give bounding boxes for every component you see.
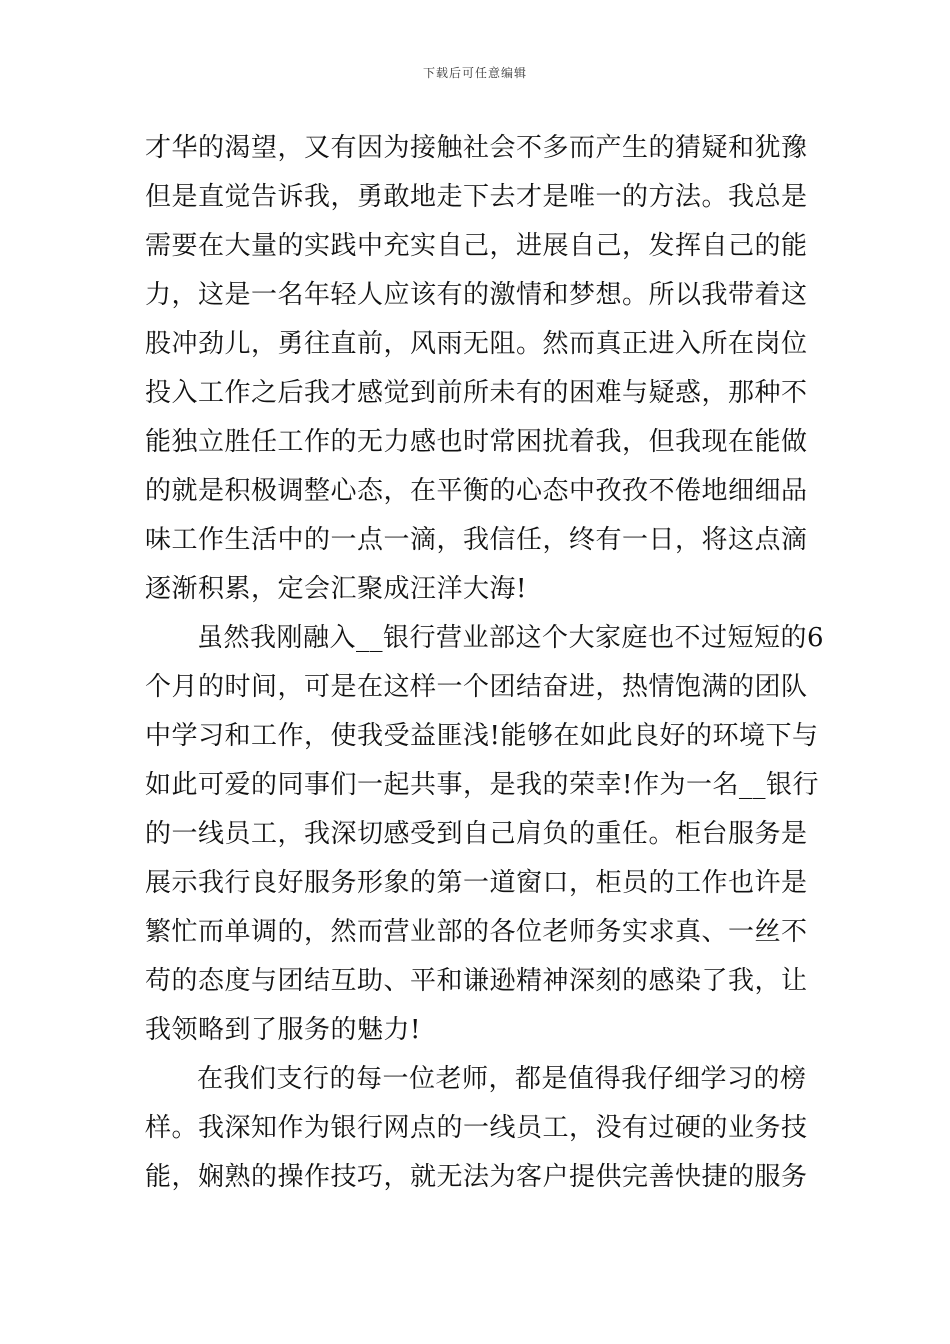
text-line: 苟的态度与团结互助、平和谦逊精神深刻的感染了我，让 <box>145 966 808 996</box>
text-line: 逐渐积累，定会汇聚成汪洋大海! <box>145 574 527 604</box>
text-line: 如此可爱的同事们一起共事，是我的荣幸!作为一名__银行 <box>145 770 819 800</box>
text-line: 味工作生活中的一点一滴，我信任，终有一日，将这点滴 <box>145 525 808 555</box>
text-line: 需要在大量的实践中充实自己，进展自己，发挥自己的能 <box>145 231 808 261</box>
text-line: 股冲劲儿，勇往直前，风雨无阻。然而真正进入所在岗位 <box>145 329 808 359</box>
text-line: 能独立胜任工作的无力感也时常困扰着我，但我现在能做 <box>145 427 808 457</box>
text-line: 在我们支行的每一位老师，都是值得我仔细学习的榜 <box>197 1064 807 1094</box>
text-line: 样。我深知作为银行网点的一线员工，没有过硬的业务技 <box>145 1113 808 1143</box>
text-line: 能，娴熟的操作技巧，就无法为客户提供完善快捷的服务 <box>145 1162 808 1192</box>
text-line: 我领略到了服务的魅力! <box>145 1015 421 1045</box>
paragraph <box>145 1055 810 1202</box>
text-line: 投入工作之后我才感觉到前所未有的困难与疑惑，那种不 <box>145 378 808 408</box>
page-header-note: 下载后可任意编辑 <box>422 66 527 80</box>
text-line: 展示我行良好服务形象的第一道窗口，柜员的工作也许是 <box>145 868 808 898</box>
paragraph <box>145 614 825 1055</box>
text-line: 中学习和工作，使我受益匪浅!能够在如此良好的环境下与 <box>145 721 819 751</box>
document-body <box>145 124 825 1202</box>
text-line: 的就是积极调整心态，在平衡的心态中孜孜不倦地细细品 <box>145 476 808 506</box>
text-line: 的一线员工，我深切感受到自己肩负的重任。柜台服务是 <box>145 819 808 849</box>
text-line: 个月的时间，可是在这样一个团结奋进，热情饱满的团队 <box>145 672 808 702</box>
text-line: 力，这是一名年轻人应该有的激情和梦想。所以我带着这 <box>145 280 808 310</box>
text-line: 虽然我刚融入__银行营业部这个大家庭也不过短短的6 <box>197 623 825 653</box>
text-line: 繁忙而单调的，然而营业部的各位老师务实求真、一丝不 <box>145 917 808 947</box>
text-line: 但是直觉告诉我，勇敢地走下去才是唯一的方法。我总是 <box>145 182 808 212</box>
text-line: 才华的渴望，又有因为接触社会不多而产生的猜疑和犹豫 <box>145 133 808 163</box>
paragraph <box>145 124 810 614</box>
